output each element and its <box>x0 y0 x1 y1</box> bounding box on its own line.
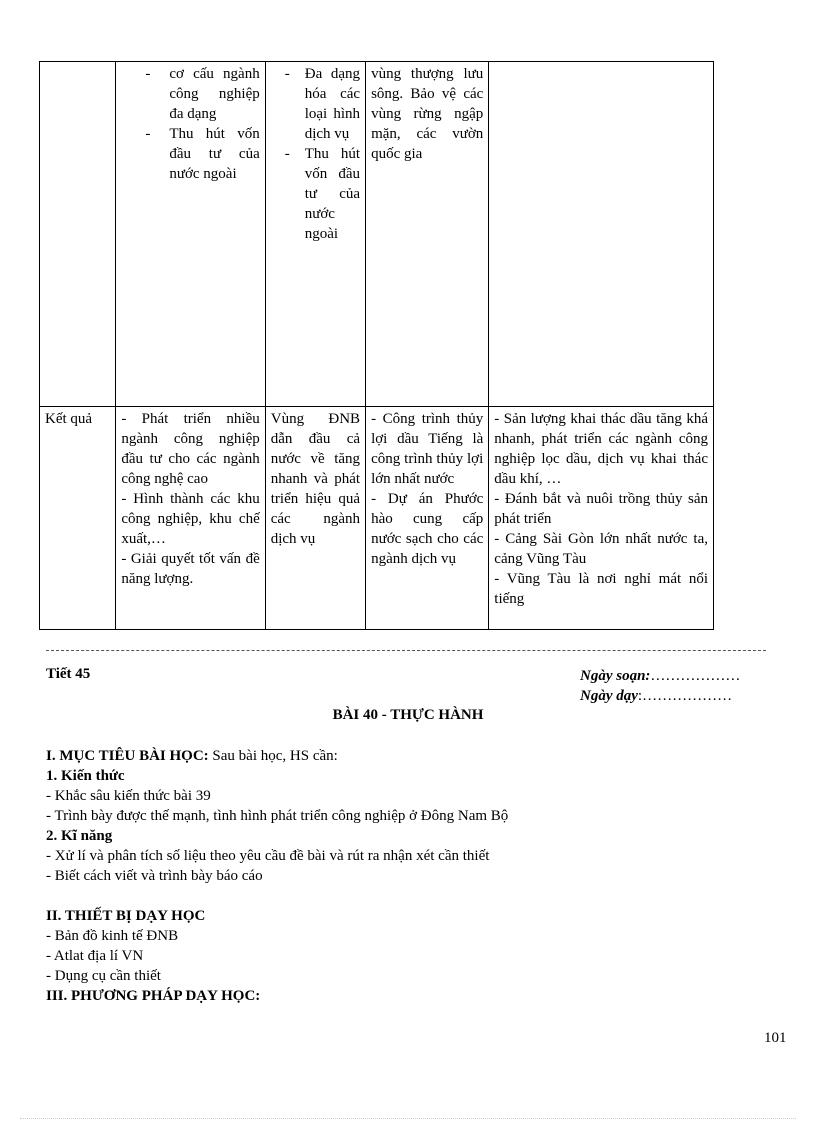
cell-line: - Công trình thủy lợi dầu Tiếng là công trình thủy lợi lớn nhất nước <box>371 411 484 487</box>
table-cell <box>489 407 714 630</box>
list-item: - Thu hút vốn đầu tư của nước ngoài <box>121 124 259 184</box>
subheading-knowledge: 1. Kiến thức <box>46 768 125 784</box>
subheading-skills: 2. Kĩ năng <box>46 828 113 844</box>
table-cell <box>366 407 489 630</box>
page-bottom-divider <box>20 1118 796 1119</box>
prep-date-value: ……………… <box>650 668 741 684</box>
row-label: Kết quả <box>40 407 116 630</box>
lesson-title: BÀI 40 - THỰC HÀNH <box>332 707 484 723</box>
page-number: 101 <box>764 1030 787 1046</box>
cell-line: - Đánh bắt và nuôi trồng thủy sản phát triển <box>494 491 708 527</box>
teach-date <box>580 688 732 705</box>
bullet-list <box>271 64 360 244</box>
table-cell: vùng thượng lưu sông. Bảo vệ các vùng rừng ngập mặn, các vườn quốc gia <box>366 62 489 407</box>
cell-line: - Vũng Tàu là nơi nghỉ mát nổi tiếng <box>494 571 708 607</box>
cell-line: - Sản lượng khai thác dầu tăng khá nhanh, phát triển các ngành công nghiệp lọc dầu, dịch vụ khai thác dầu khí, … <box>494 411 708 487</box>
prep-date <box>580 668 740 685</box>
table-cell <box>489 62 714 407</box>
table-cell <box>116 62 265 407</box>
cell-line: - Hình thành các khu công nghiệp, khu chế xuất,… <box>121 491 260 547</box>
list-item: - Đa dạng hóa các loại hình dịch vụ <box>271 64 360 144</box>
equipment-heading: II. THIẾT BỊ DẠY HỌC <box>46 908 206 924</box>
table-cell <box>265 62 365 407</box>
list-item: - Trình bày được thế mạnh, tình hình phát triển công nghiệp ở Đông Nam Bộ <box>46 808 509 824</box>
results-table <box>39 61 714 630</box>
list-item: - cơ cấu ngành công nghiệp đa dạng <box>121 64 259 124</box>
list-item: - Dụng cụ cần thiết <box>46 968 161 984</box>
list-item: - Atlat địa lí VN <box>46 948 144 964</box>
teach-date-label: Ngày dạy <box>580 688 638 704</box>
teach-date-value: :……………… <box>637 688 733 704</box>
list-item: - Biết cách viết và trình bày báo cáo <box>46 868 263 884</box>
section-heading: I. MỤC TIÊU BÀI HỌC: <box>46 748 209 764</box>
table-row <box>40 407 714 630</box>
section-intro: Sau bài học, HS cần: <box>208 748 338 764</box>
cell-line: - Phát triển nhiều ngành công nghiệp đầu tư cho các ngành công nghệ cao <box>121 411 260 487</box>
table-cell <box>40 62 116 407</box>
list-item: - Bản đồ kinh tế ĐNB <box>46 928 179 944</box>
section-divider <box>46 650 766 651</box>
cell-line: - Giải quyết tốt vấn đề năng lượng. <box>121 551 260 587</box>
table-cell: Vùng ĐNB dẫn đầu cả nước về tăng nhanh và phát triển hiệu quả các ngành dịch vụ <box>265 407 365 630</box>
period-label: Tiết 45 <box>46 666 91 682</box>
objectives-heading <box>46 746 338 766</box>
table-row <box>40 62 714 407</box>
list-item: - Xử lí và phân tích số liệu theo yêu cầu đề bài và rút ra nhận xét cần thiết <box>46 848 490 864</box>
list-item: - Khắc sâu kiến thức bài 39 <box>46 788 211 804</box>
table-cell <box>116 407 265 630</box>
prep-date-label: Ngày soạn: <box>580 668 651 684</box>
methods-heading: III. PHƯƠNG PHÁP DẠY HỌC: <box>46 988 261 1004</box>
bullet-list <box>121 64 259 184</box>
list-item: - Thu hút vốn đầu tư của nước ngoài <box>271 144 360 244</box>
cell-line: - Dự án Phước hào cung cấp nước sạch cho các ngành dịch vụ <box>371 491 484 567</box>
cell-line: - Cảng Sài Gòn lớn nhất nước ta, cảng Vũng Tàu <box>494 531 708 567</box>
